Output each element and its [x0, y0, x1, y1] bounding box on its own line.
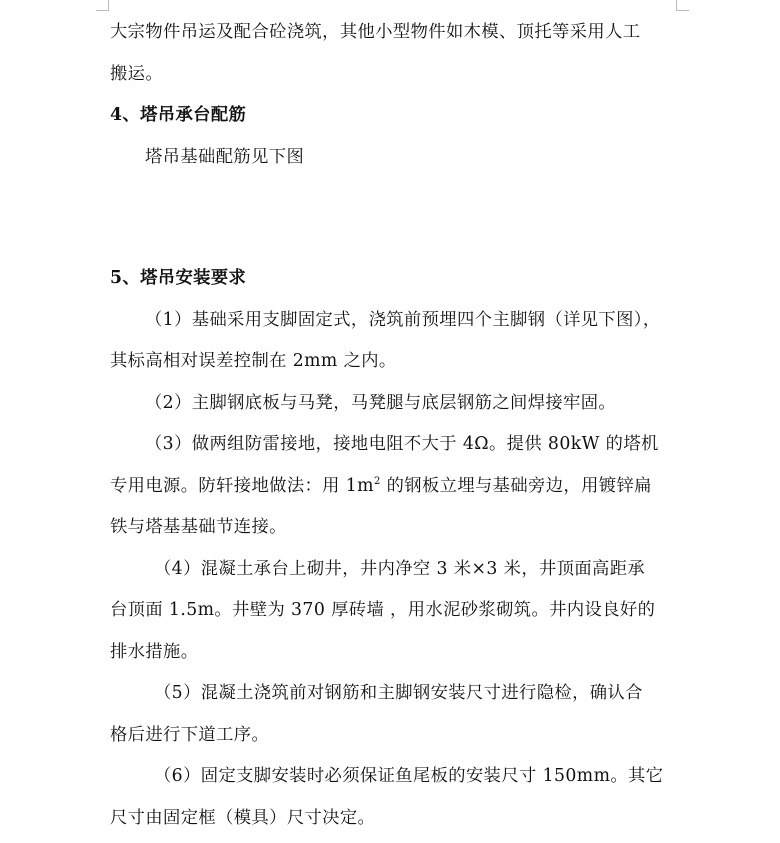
- superscript-2: 2: [373, 475, 381, 487]
- requirement-3-text-a: 专用电源。防轩接地做法：用 1m: [110, 475, 374, 496]
- requirement-5-line-1: （5）混凝土浇筑前对钢筋和主脚钢安装尺寸进行隐检，确认合: [154, 683, 643, 703]
- requirement-3-line-3: 铁与塔基基础节连接。: [110, 517, 287, 537]
- page-corner-mark-left: [96, 0, 109, 11]
- requirement-4-line-2: 台顶面 1.5m。井壁为 370 厚砖墙 ，用水泥砂浆砌筑。井内设良好的: [110, 600, 656, 620]
- section-heading-5: 5、塔吊安装要求: [110, 268, 247, 288]
- requirement-2: （2）主脚钢底板与马凳，马凳腿与底层钢筋之间焊接牢固。: [145, 392, 617, 413]
- requirement-3-line-1: （3）做两组防雷接地，接地电阻不大于 4Ω。提供 80kW 的塔机: [145, 434, 659, 454]
- document-page: [110, 12, 666, 839]
- body-text-line: 搬运。: [110, 63, 164, 84]
- requirement-1-line-2: 其标高相对误差控制在 2mm 之内。: [110, 351, 397, 371]
- requirement-4-line-1: （4）混凝土承台上砌井，井内净空 3 米×3 米，井顶面高距承: [154, 558, 646, 579]
- requirement-4-line-3: 排水措施。: [110, 641, 199, 662]
- page-corner-mark-right: [676, 0, 689, 11]
- section-heading-4: 4、塔吊承台配筋: [110, 105, 247, 125]
- requirement-3-text-b: 的钢板立埋与基础旁边，用镀锌扁: [380, 475, 652, 496]
- requirement-1-line-1: （1）基础采用支脚固定式，浇筑前预埋四个主脚钢（详见下图），: [145, 309, 661, 330]
- requirement-6-line-2: 尺寸由固定框（模具）尺寸决定。: [110, 807, 376, 828]
- body-text-line: 大宗物件吊运及配合砼浇筑，其他小型物件如木模、顶托等采用人工: [110, 22, 641, 42]
- requirement-3-line-2: [110, 466, 666, 508]
- rebar-note: 塔吊基础配筋见下图: [145, 146, 305, 167]
- requirement-6-line-1: （6）固定支脚安装时必须保证鱼尾板的安装尺寸 150mm。其它: [154, 766, 664, 786]
- requirement-5-line-2: 格后进行下道工序。: [110, 724, 270, 745]
